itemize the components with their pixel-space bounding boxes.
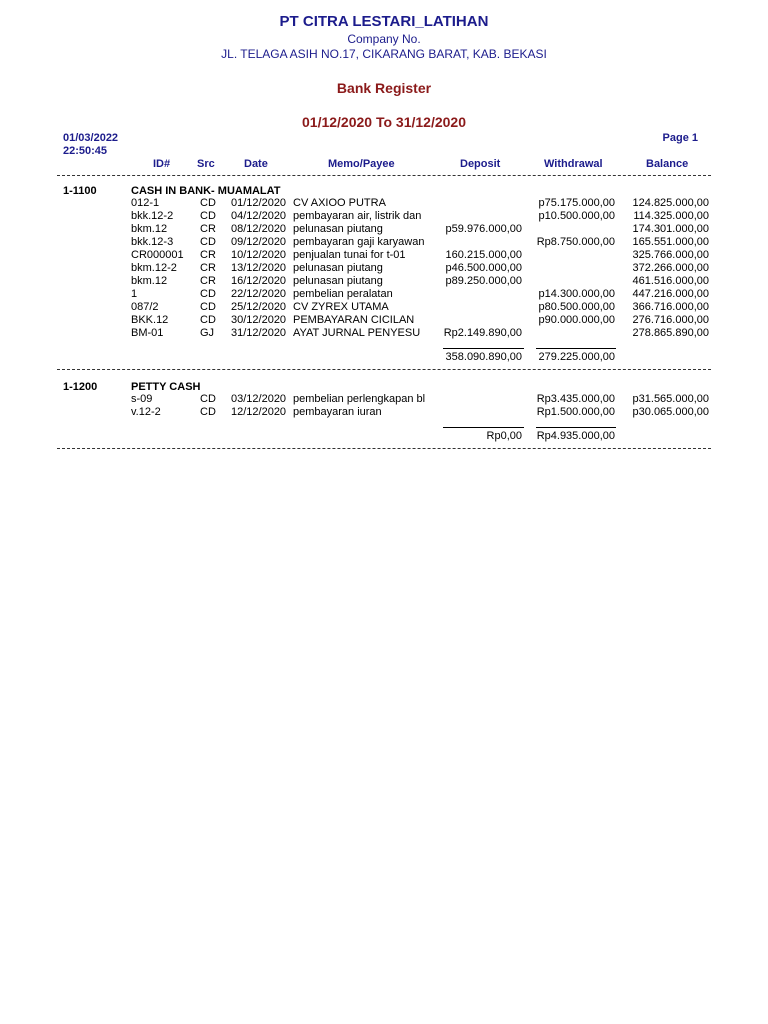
row-withdrawal: Rp3.435.000,00 bbox=[536, 393, 615, 405]
row-source: CD bbox=[200, 210, 216, 222]
row-memo: pelunasan piutang bbox=[293, 223, 383, 235]
row-memo: pembayaran air, listrik dan bbox=[293, 210, 422, 222]
company-name: PT CITRA LESTARI_LATIHAN bbox=[279, 13, 489, 30]
row-id: BKK.12 bbox=[131, 314, 169, 326]
print-time: 22:50:45 bbox=[63, 145, 108, 157]
row-deposit: Rp2.149.890,00 bbox=[443, 327, 522, 339]
row-date: 30/12/2020 bbox=[231, 314, 287, 326]
row-memo: pembelian perlengkapan bl bbox=[293, 393, 426, 405]
table-row bbox=[0, 262, 768, 275]
row-withdrawal: Rp8.750.000,00 bbox=[536, 236, 615, 248]
row-id: 012-1 bbox=[131, 197, 160, 209]
row-deposit: p59.976.000,00 bbox=[445, 223, 522, 235]
row-balance: 114.325.000,00 bbox=[633, 210, 709, 222]
row-id: v.12-2 bbox=[131, 406, 161, 418]
withdrawal-total: 279.225.000,00 bbox=[538, 351, 615, 363]
row-deposit: p89.250.000,00 bbox=[445, 275, 522, 287]
row-id: bkm.12 bbox=[131, 223, 168, 235]
row-memo: pelunasan piutang bbox=[293, 262, 383, 274]
row-balance: 278.865.890,00 bbox=[632, 327, 709, 339]
row-source: CR bbox=[200, 223, 216, 235]
row-date: 16/12/2020 bbox=[231, 275, 287, 287]
header-separator bbox=[57, 175, 711, 176]
row-date: 12/12/2020 bbox=[231, 406, 287, 418]
table-row bbox=[0, 393, 768, 406]
row-deposit: p46.500.000,00 bbox=[445, 262, 522, 274]
company-address: JL. TELAGA ASIH NO.17, CIKARANG BARAT, KAB. BEKASI bbox=[221, 47, 547, 61]
table-row bbox=[0, 236, 768, 249]
table-row bbox=[0, 406, 768, 419]
row-source: CD bbox=[200, 406, 216, 418]
row-id: BM-01 bbox=[131, 327, 164, 339]
row-balance: p30.065.000,00 bbox=[632, 406, 709, 418]
print-date: 01/03/2022 bbox=[63, 132, 119, 144]
row-withdrawal: p80.500.000,00 bbox=[538, 301, 615, 313]
row-source: CD bbox=[200, 236, 216, 248]
row-id: 087/2 bbox=[131, 301, 159, 313]
row-balance: 372.266.000,00 bbox=[632, 262, 709, 274]
row-memo: PEMBAYARAN CICILAN bbox=[293, 314, 415, 326]
withdrawal-total: Rp4.935.000,00 bbox=[536, 430, 615, 442]
account-id: 1-1200 bbox=[63, 381, 98, 393]
row-date: 31/12/2020 bbox=[231, 327, 287, 339]
row-memo: penjualan tunai for t-01 bbox=[293, 249, 406, 261]
row-withdrawal: p75.175.000,00 bbox=[538, 197, 615, 209]
column-header-memo: Memo/Payee bbox=[328, 158, 395, 170]
row-date: 01/12/2020 bbox=[231, 197, 287, 209]
table-row bbox=[0, 327, 768, 340]
row-id: CR000001 bbox=[131, 249, 184, 261]
table-row bbox=[0, 249, 768, 262]
account-name: CASH IN BANK- MUAMALAT bbox=[131, 185, 281, 197]
account-name: PETTY CASH bbox=[131, 381, 201, 393]
row-source: GJ bbox=[200, 327, 215, 339]
section-separator bbox=[57, 448, 711, 449]
row-withdrawal: p10.500.000,00 bbox=[538, 210, 615, 222]
section-separator bbox=[57, 369, 711, 370]
deposit-total: Rp0,00 bbox=[486, 430, 522, 442]
row-balance: 447.216.000,00 bbox=[632, 288, 709, 300]
row-id: bkm.12-2 bbox=[131, 262, 177, 274]
row-memo: pelunasan piutang bbox=[293, 275, 383, 287]
report-period: 01/12/2020 To 31/12/2020 bbox=[302, 114, 466, 130]
row-date: 09/12/2020 bbox=[231, 236, 287, 248]
company-number: Company No. bbox=[347, 32, 421, 46]
column-header-date: Date bbox=[244, 158, 268, 170]
row-id: bkk.12-3 bbox=[131, 236, 174, 248]
row-balance: 276.716.000,00 bbox=[632, 314, 709, 326]
row-withdrawal: p90.000.000,00 bbox=[538, 314, 615, 326]
row-source: CD bbox=[200, 393, 216, 405]
row-source: CD bbox=[200, 197, 216, 209]
table-row bbox=[0, 288, 768, 301]
row-memo: pembelian peralatan bbox=[293, 288, 393, 300]
row-id: s-09 bbox=[131, 393, 153, 405]
row-date: 13/12/2020 bbox=[231, 262, 287, 274]
report-title: Bank Register bbox=[336, 80, 432, 96]
row-memo: pembayaran gaji karyawan bbox=[293, 236, 425, 248]
table-row bbox=[0, 301, 768, 314]
row-memo: CV AXIOO PUTRA bbox=[293, 197, 386, 209]
deposit-total-underline bbox=[443, 348, 524, 349]
row-balance: 366.716.000,00 bbox=[632, 301, 709, 313]
row-balance: 461.516.000,00 bbox=[632, 275, 709, 287]
table-row bbox=[0, 314, 768, 327]
column-header-id: ID# bbox=[153, 158, 171, 170]
row-balance: 165.551.000,00 bbox=[632, 236, 709, 248]
column-header-withdrawal: Withdrawal bbox=[544, 158, 603, 170]
row-source: CD bbox=[200, 314, 216, 326]
table-row bbox=[0, 223, 768, 236]
row-source: CR bbox=[200, 275, 216, 287]
deposit-total-underline bbox=[443, 427, 524, 428]
withdrawal-total-underline bbox=[536, 348, 616, 349]
account-id: 1-1100 bbox=[63, 185, 97, 197]
row-withdrawal: Rp1.500.000,00 bbox=[536, 406, 615, 418]
table-row bbox=[0, 197, 768, 210]
row-id: bkm.12 bbox=[131, 275, 168, 287]
row-source: CR bbox=[200, 262, 216, 274]
deposit-total: 358.090.890,00 bbox=[445, 351, 522, 363]
row-balance: 124.825.000,00 bbox=[632, 197, 709, 209]
row-balance: 325.766.000,00 bbox=[632, 249, 709, 261]
row-id: 1 bbox=[131, 288, 138, 300]
row-id: bkk.12-2 bbox=[131, 210, 174, 222]
column-header-balance: Balance bbox=[646, 158, 689, 170]
row-date: 04/12/2020 bbox=[231, 210, 287, 222]
row-date: 25/12/2020 bbox=[231, 301, 287, 313]
row-source: CD bbox=[200, 288, 216, 300]
row-withdrawal: p14.300.000,00 bbox=[538, 288, 615, 300]
row-balance: 174.301.000,00 bbox=[632, 223, 709, 235]
table-row bbox=[0, 275, 768, 288]
row-deposit: 160.215.000,00 bbox=[445, 249, 522, 261]
row-balance: p31.565.000,00 bbox=[632, 393, 709, 405]
row-memo: CV ZYREX UTAMA bbox=[293, 301, 389, 313]
row-date: 10/12/2020 bbox=[231, 249, 287, 261]
table-row bbox=[0, 210, 768, 223]
column-header-src: Src bbox=[197, 158, 215, 170]
row-date: 22/12/2020 bbox=[231, 288, 287, 300]
row-memo: pembayaran iuran bbox=[293, 406, 382, 418]
page-number: Page 1 bbox=[662, 132, 698, 144]
row-memo: AYAT JURNAL PENYESU bbox=[293, 327, 421, 339]
column-header-deposit: Deposit bbox=[460, 158, 501, 170]
row-source: CD bbox=[200, 301, 216, 313]
row-source: CR bbox=[200, 249, 216, 261]
row-date: 08/12/2020 bbox=[231, 223, 287, 235]
row-date: 03/12/2020 bbox=[231, 393, 287, 405]
withdrawal-total-underline bbox=[536, 427, 616, 428]
